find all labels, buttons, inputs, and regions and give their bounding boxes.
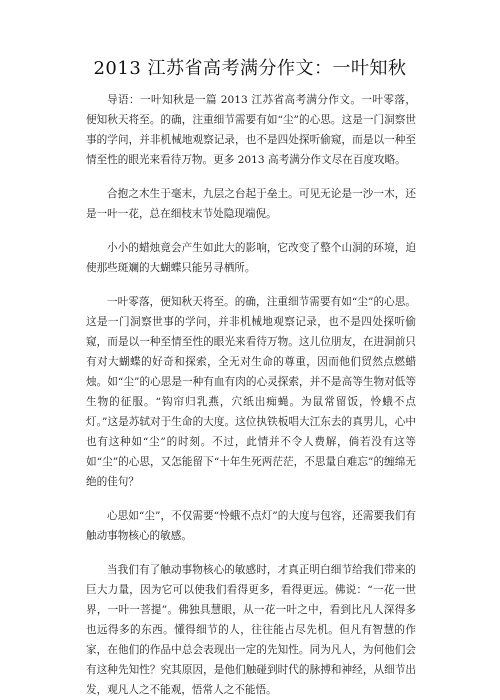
paragraph-5: 心思如“尘”，不仅需要“怜蛾不点灯”的大度与包容，还需要我们有触动事物核心的敏感。 bbox=[86, 510, 416, 542]
paragraph-gap bbox=[86, 224, 416, 238]
paragraph-intro: 导语：一叶知秋是一篇 2013 江苏省高考满分作文。一叶零落，便知秋天将至。的确，注重细节需要有如“尘”的心思。这是一门洞察世事的学问，并非机械地观察记录，也不是四处探听偷窥，而是以一种至情至性的眼光来看待万物。更多 2013 高考满分作文尽在百度攻略。 bbox=[86, 94, 416, 166]
paragraph-2: 合抱之木生于毫末，九层之台起于垒土。可见无论是一沙一木，还是一叶一花，总在细枝末节处隐现端倪。 bbox=[86, 188, 416, 220]
paragraph-3: 小小的蜡烛竟会产生如此大的影响，它改变了整个山洞的环境，迫使那些斑斓的大蝴蝶只能另寻栖所。 bbox=[86, 242, 416, 274]
paragraph-6: 当我们有了触动事物核心的敏感时，才真正明白细节给我们带来的巨大力量，因为它可以使我们看得更多，看得更远。佛说：“一花一世界，一叶一菩提”。佛独具慧眼，从一花一叶之中，看到比凡人深得多也远得多的东西。懂得细节的人，往往能占尽先机。但凡有智慧的作家，在他们的作品中总会表现出一定的先知性。同为凡人，为何他们会有这种先知性？究其原因，是他们触碰到时代的脉搏和神经，从细节出发，观凡人之不能观，悟常人之不能悟。 bbox=[86, 564, 416, 696]
paragraph-gap bbox=[86, 278, 416, 292]
paragraph-gap bbox=[86, 170, 416, 184]
document-body bbox=[86, 90, 416, 700]
paragraph-gap bbox=[86, 492, 416, 506]
paragraph-gap bbox=[86, 546, 416, 560]
paragraph-4: 一叶零落，便知秋天将至。的确，注重细节需要有如“尘”的心思。这是一门洞察世事的学问，并非机械地观察记录，也不是四处探听偷窥，而是以一种至情至性的眼光来看待万物。这儿位朋友，在进洞前只有对大蝴蝶的好奇和探索，全无对生命的尊重，因而他们贸然点燃蜡烛。如“尘”的心思是一种有血有肉的心灵探索，并不是高等生物对低等生物的征服。“钩帘归乳燕，穴纸出痴蝇。为鼠常留饭，怜蛾不点灯。”这是苏轼对于生命的大度。这位执铁板唱大江东去的真男儿，心中也有这种如“尘”的时刻。不过，此情并不令人费解，倘若没有这等如“尘”的心思，又怎能留下“十年生死两茫茫，不思量自难忘”的缠绵无绝的佳句？ bbox=[86, 296, 416, 488]
document-title: 2013 江苏省高考满分作文：一叶知秋 bbox=[93, 58, 407, 79]
